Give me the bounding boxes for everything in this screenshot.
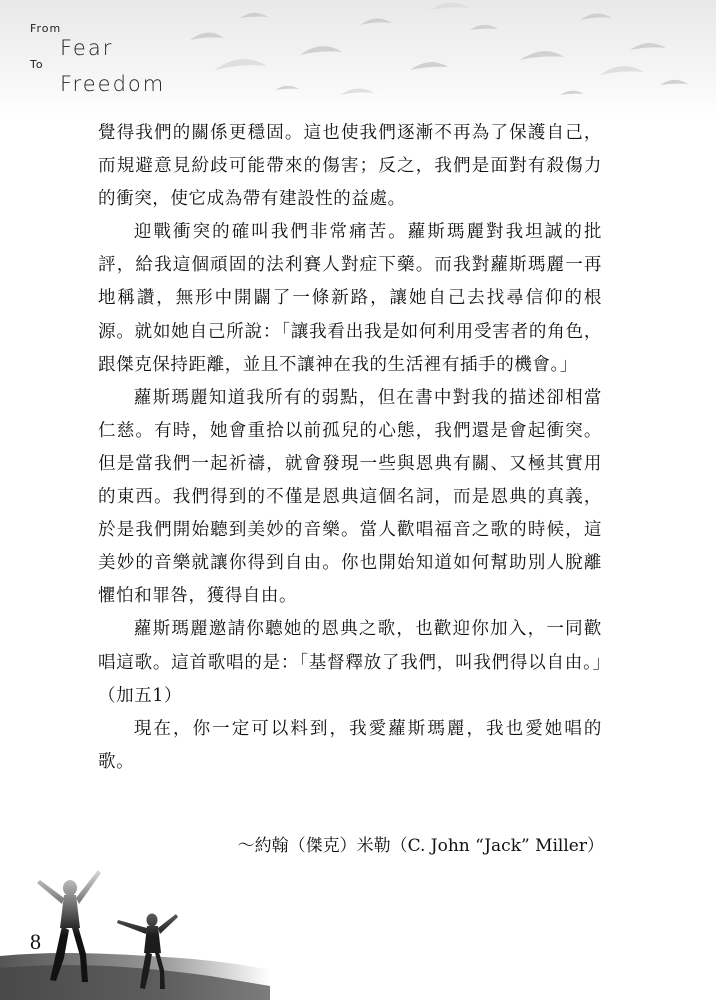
paragraph: 現在，你一定可以料到，我愛蘿斯瑪麗，我也愛她唱的歌。 xyxy=(98,718,602,772)
title-freedom: Freedom xyxy=(60,72,166,96)
author-signature: ～約翰（傑克）米勒（C. John “Jack” Miller） xyxy=(237,836,604,856)
body-text xyxy=(98,117,602,779)
paragraph: 蘿斯瑪麗知道我所有的弱點，但在書中對我的描述卻相當仁慈。有時，她會重拾以前孤兒的心態，我們還是會起衝突。但是當我們一起祈禱，就會發現一些與恩典有關、又極其實用的東西。我們得到的不僅是恩典這個名詞，而是恩典的真義，於是我們開始聽到美妙的音樂。當人歡唱福音之歌的時候，這美妙的音樂就讓你得到自由。你也開始知道如何幫助別人脫離懼怕和罪咎，獲得自由。 xyxy=(98,387,602,607)
title-from: From xyxy=(30,22,62,35)
title-to: To xyxy=(30,58,44,71)
title-fear: Fear xyxy=(60,36,114,60)
page-number: 8 xyxy=(30,929,41,954)
paragraph: 迎戰衝突的確叫我們非常痛苦。蘿斯瑪麗對我坦誠的批評，給我這個頑固的法利賽人對症下藥。而我對蘿斯瑪麗一再地稱讚，無形中開闢了一條新路，讓她自己去找尋信仰的根源。就如她自己所說：「讓我看出我是如何利用受害者的角色，跟傑克保持距離，並且不讓神在我的生活裡有插手的機會。」 xyxy=(98,222,602,375)
paragraph: 蘿斯瑪麗邀請你聽她的恩典之歌，也歡迎你加入，一同歡唱這歌。這首歌唱的是：「基督釋放了我們，叫我們得以自由。」（加五1） xyxy=(98,619,602,706)
book-title xyxy=(0,0,260,110)
paragraph: 覺得我們的關係更穩固。這也使我們逐漸不再為了保護自己，而規避意見紛歧可能帶來的傷害；反之，我們是面對有殺傷力的衝突，使它成為帶有建設性的益處。 xyxy=(98,123,602,210)
